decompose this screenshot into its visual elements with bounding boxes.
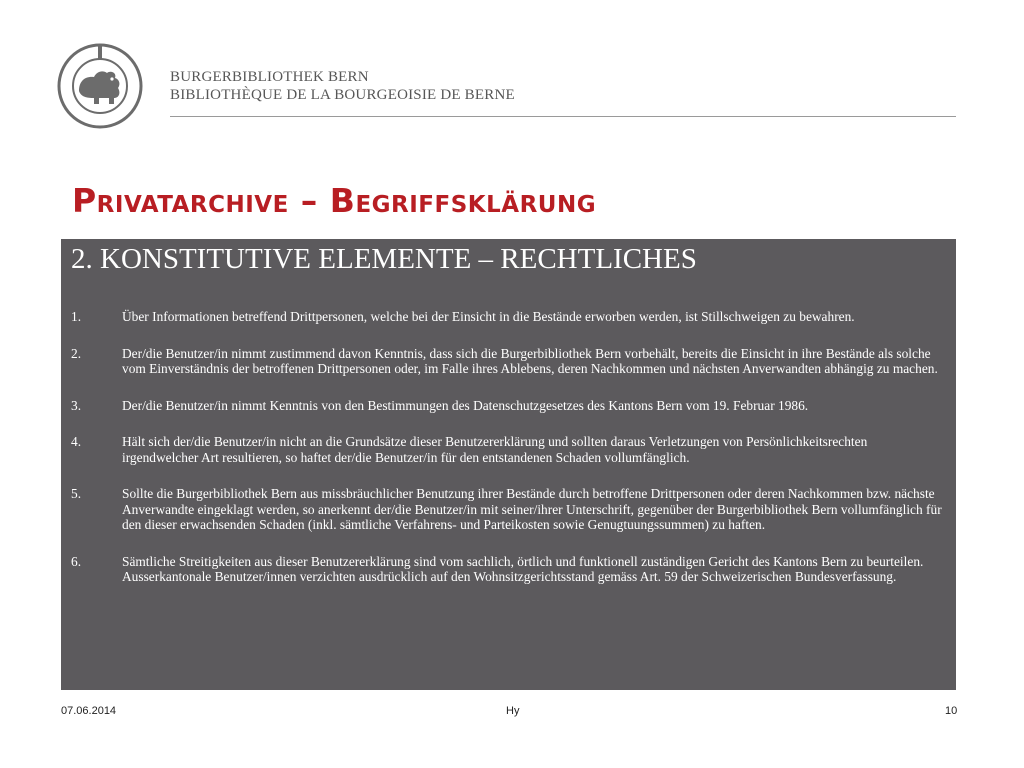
- item-number: 3.: [71, 397, 82, 413]
- list-item: [61, 486, 956, 533]
- list-item: [61, 554, 956, 585]
- list-item: [61, 346, 956, 377]
- list-item: [61, 309, 956, 325]
- page-number: 10: [945, 705, 958, 717]
- item-text: Sollte die Burgerbibliothek Bern aus missbräuchlicher Benutzung ihrer Bestände durch betroffene Drittpersonen oder deren Nachkommen bzw. nächste Anverwandte eingeklagt werden, so anerkennt der/die Benutzer/in mit seiner/ihrer Unterschrift, gegenüber der Burgerbibliothek Bern vollumfänglich für den dieser erwachsenden Schaden (inkl. sämtliche Verfahrens- und Parteikosten sowie Genugtuungssummen) zu haften.: [122, 486, 942, 532]
- item-number: 4.: [71, 434, 82, 449]
- item-text: Über Informationen betreffend Drittpersonen, welche bei der Einsicht in die Bestände erworben werden, ist Stillschweigen zu bewahren.: [122, 309, 855, 324]
- item-number: 1.: [71, 309, 82, 324]
- footer-author: Hy: [506, 705, 520, 717]
- institution-name-fr: BIBLIOTHÈQUE DE LA BOURGEOISIE DE BERNE: [170, 87, 515, 103]
- item-text: Hält sich der/die Benutzer/in nicht an die Grundsätze dieser Benutzererklärung und sollten daraus Verletzungen von Persönlichkeitsrechten irgendwelcher Art resultieren, so haftet der/die Benutzer/in für den entstandenen Schaden vollumfänglich.: [122, 434, 868, 465]
- content-panel: [61, 239, 956, 690]
- slide-title: Privatarchive – Begriffsklärung: [72, 181, 597, 220]
- item-number: 5.: [71, 486, 82, 501]
- item-number: 2.: [71, 345, 82, 361]
- footer-date: 07.06.2014: [61, 705, 117, 717]
- item-text: Der/die Benutzer/in nimmt zustimmend davon Kenntnis, dass sich die Burgerbibliothek Bern vorbehält, bereits die Einsicht in ihre Bestände als solche vom Einverständnis der betroffenen Drittpersonen oder, im Falle ihres Ablebens, deren Nachkommen und nächsten Anverwandten abhängig zu machen.: [122, 345, 938, 376]
- item-text: Sämtliche Streitigkeiten aus dieser Benutzererklärung sind vom sachlich, örtlich und funktionell zuständigen Gericht des Kantons Bern zu beurteilen. Ausserkantonale Benutzer/innen verzichten ausdrücklich auf den Wohnsitzgerichtsstand gemäss Art. 59 der Schweizerischen Bundesverfassung.: [122, 553, 924, 584]
- rules-list: [61, 309, 956, 606]
- institution-name-de: BURGERBIBLIOTHEK BERN: [170, 69, 369, 85]
- bern-bear-seal-icon: [57, 43, 143, 129]
- header-divider: [170, 116, 956, 117]
- institution-name: [170, 68, 515, 104]
- section-heading: 2. KONSTITUTIVE ELEMENTE – RECHTLICHES: [71, 243, 697, 275]
- list-item: [61, 398, 956, 414]
- item-text: Der/die Benutzer/in nimmt Kenntnis von den Bestimmungen des Datenschutzgesetzes des Kantons Bern vom 19. Februar 1986.: [122, 397, 809, 413]
- list-item: [61, 434, 956, 465]
- item-number: 6.: [71, 553, 82, 569]
